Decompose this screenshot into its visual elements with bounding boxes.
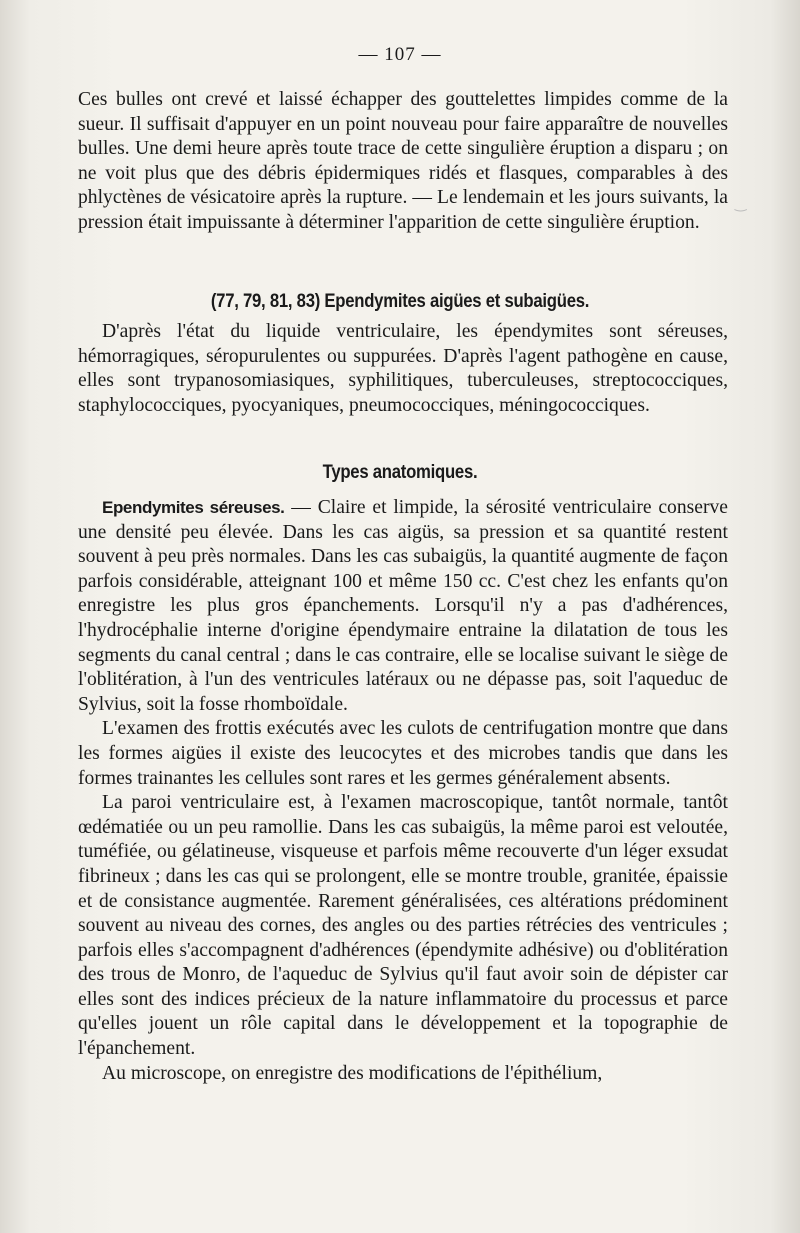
microscope-paragraph: Au microscope, on enregistre des modifications de l'épithélium, — [102, 1062, 603, 1084]
sereuses-paragraph — [78, 496, 728, 717]
section1-block — [78, 320, 728, 418]
page-number: — 107 — — [358, 44, 442, 65]
frottis-paragraph: L'examen des frottis exécutés avec les culots de centrifugation montre que dans les formes aigües il existe des leucocytes et des microbes tandis que dans les formes trainantes les cellules sont rares et les germes généralement absents. — [78, 718, 728, 789]
section-heading-ependymites: (77, 79, 81, 83) Ependymites aigües et subaigües. — [210, 291, 590, 312]
intro-paragraph: Ces bulles ont crevé et laissé échapper des gouttelettes limpides comme de la sueur. Il suffisait d'appuyer en un point nouveau pour faire apparaître de nouvelles bulles. Une demi heure après toute trace de cette singulière éruption a disparu ; on ne voit plus que des débris épidermiques ridés et flasques, comparables à des phlyctènes de vésicatoire après la rupture. — Le lendemain et les jours suivants, la pression était impuissante à déterminer l'apparition de cette singulière éruption. — [78, 89, 728, 233]
intro-paragraph-block — [78, 88, 728, 236]
paroi-paragraph: La paroi ventriculaire est, à l'examen macroscopique, tantôt normale, tantôt œdématiée ou un peu ramollie. Dans les cas subaigüs, la même paroi est veloutée, tuméfiée, ou gélatineuse, visqueuse et parfois même recouverte d'un léger exsudat fibrineux ; dans les cas qui se prolongent, elle se montre trouble, granitée, épaissie et de consistance augmentée. Rarement généralisées, ces altérations prédominent souvent au niveau des cornes, des angles ou des parties rétrécies des ventricules ; parfois elles s'accompagnent d'adhérences (épendymite adhésive) ou d'oblitération des trous de Monro, de l'aqueduc de Sylvius qu'il faut avoir soin de dépister car elles sont des indices précieux de la nature inflammatoire du processus et parce qu'elles jouent un rôle capital dans le développement et la topographie de l'épanchement. — [78, 792, 728, 1060]
sereuses-text: — Claire et limpide, la sérosité ventriculaire conserve une densité peu élevée. Dans les cas aigüs, sa pression et sa quantité restent souvent à peu près normales. Dans les cas subaigüs, la quantité augmente de façon parfois considérable, atteignant 100 et même 150 cc. C'est chez les enfants qu'on enregistre les plus gros épanchements. Lorsqu'il n'y a pas d'adhérences, l'hydrocéphalie interne d'origine épendymaire entraine la dilatation de tous les segments du canal central ; dans le cas contraire, elle se localise suivant le siège de l'oblitération, à l'un des ventricules latéraux ou ne dépasse pas, soit l'aqueduc de Sylvius, soit la fosse rhomboïdale. — [78, 497, 728, 715]
pathogen-paragraph: D'après l'état du liquide ventriculaire, les épendymites sont séreuses, hémorragiques, séropurulentes ou suppurées. D'après l'agent pathogène en cause, elles sont trypanosomiasiques, syphilitiques, tuberculeuses, streptococciques, staphylococciques, pyocyaniques, pneumococciques, méningococciques. — [78, 321, 728, 416]
section2-block — [78, 496, 728, 1086]
section-heading-types-anatomiques: Types anatomiques. — [322, 462, 478, 483]
sereuses-runin-label: Ependymites séreuses. — [102, 498, 285, 517]
margin-mark: ‿ — [735, 196, 747, 212]
